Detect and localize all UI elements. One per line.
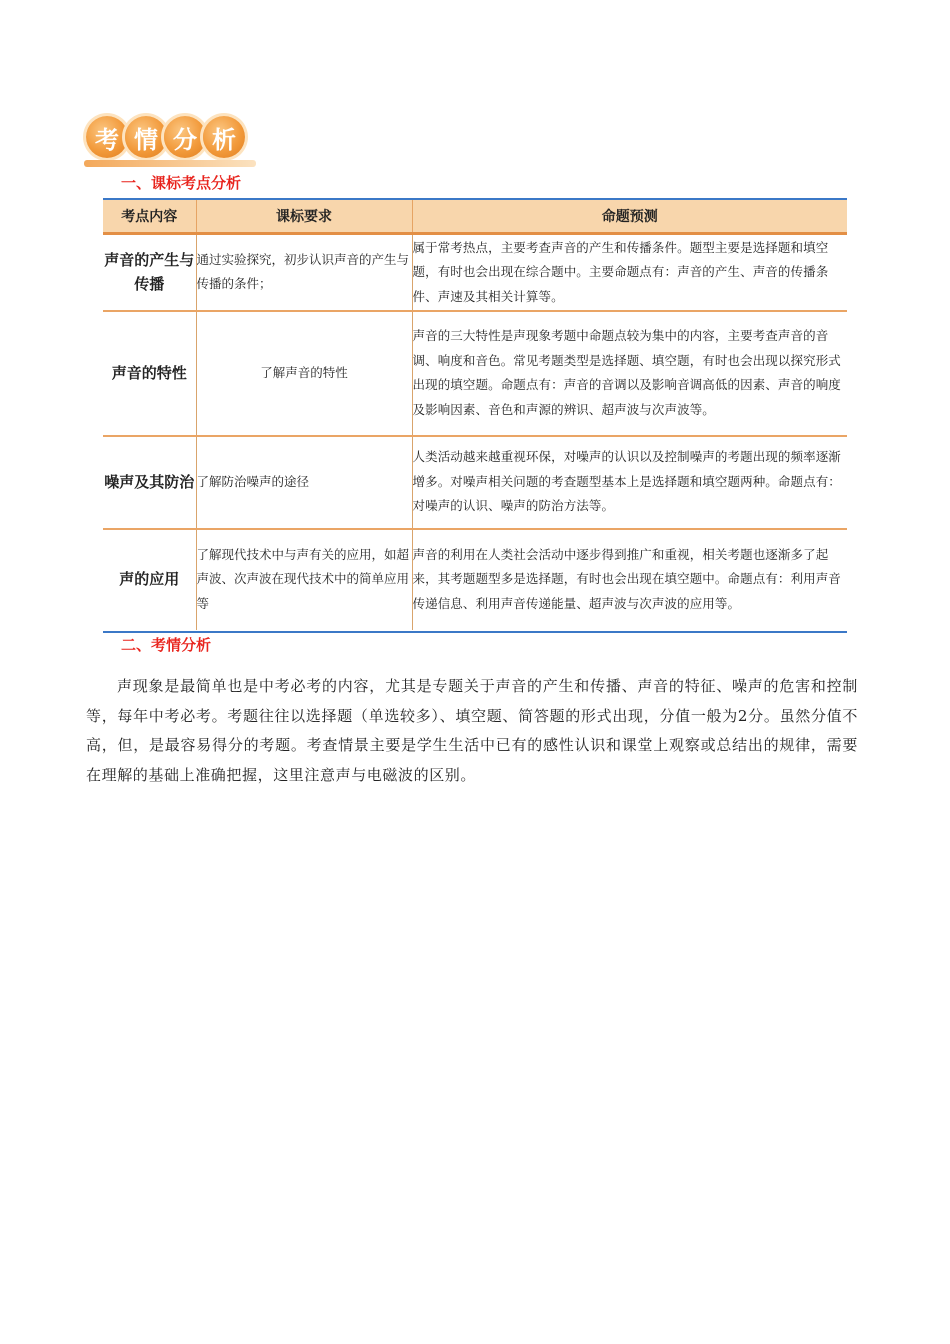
requirement-cell: 通过实验探究，初步认识声音的产生与传播的条件； (196, 234, 412, 311)
table-row (103, 311, 847, 436)
section-title-curriculum: 一、课标考点分析 (121, 174, 242, 192)
requirement-cell: 了解防治噪声的途径 (196, 436, 412, 529)
prediction-cell: 人类活动越来越重视环保，对噪声的认识以及控制噪声的考题出现的频率逐渐增多。对噪声相关问题的考查题型基本上是选择题和填空题两种。命题点有：对噪声的认识、噪声的防治方法等。 (412, 436, 847, 529)
section-banner (86, 114, 242, 160)
topic-cell: 噪声及其防治 (103, 436, 196, 529)
analysis-paragraph: 声现象是最简单也是中考必考的内容，尤其是专题关于声音的产生和传播、声音的特征、噪声的危害和控制等，每年中考必考。考题往往以选择题（单选较多）、填空题、简答题的形式出现，分值一般为2分。虽然分值不高，但，是最容易得分的考题。考查情景主要是学生生活中已有的感性认识和课堂上观察或总结出的规律，需要在理解的基础上准确把握，这里注意声与电磁波的区别。 (86, 677, 858, 784)
requirement-cell: 了解现代技术中与声有关的应用，如超声波、次声波在现代技术中的简单应用等 (196, 529, 412, 630)
banner-badge: 考 (86, 116, 128, 158)
table-row (103, 234, 847, 311)
table-header-row (103, 200, 847, 234)
table-row (103, 529, 847, 630)
section-divider (103, 631, 847, 633)
prediction-cell: 声音的利用在人类社会活动中逐步得到推广和重视，相关考题也逐渐多了起来，其考题题型多是选择题，有时也会出现在填空题中。命题点有：利用声音传递信息、利用声音传递能量、超声波与次声波的应用等。 (412, 529, 847, 630)
banner-badge: 析 (203, 116, 245, 158)
requirement-cell: 了解声音的特性 (196, 311, 412, 436)
banner-underline (84, 160, 256, 167)
topic-cell: 声音的特性 (103, 311, 196, 436)
column-header: 考点内容 (103, 200, 196, 234)
prediction-cell: 属于常考热点，主要考查声音的产生和传播条件。题型主要是选择题和填空题，有时也会出现在综合题中。主要命题点有：声音的产生、声音的传播条件、声速及其相关计算等。 (412, 234, 847, 311)
prediction-cell: 声音的三大特性是声现象考题中命题点较为集中的内容，主要考查声音的音调、响度和音色。常见考题类型是选择题、填空题，有时也会出现以探究形式出现的填空题。命题点有：声音的音调以及影响音调高低的因素、声音的响度及影响因素、音色和声源的辨识、超声波与次声波等。 (412, 311, 847, 436)
column-header: 命题预测 (412, 200, 847, 234)
table-row (103, 436, 847, 529)
topic-cell: 声音的产生与传播 (103, 234, 196, 311)
column-header: 课标要求 (196, 200, 412, 234)
topic-cell: 声的应用 (103, 529, 196, 630)
banner-badge: 分 (164, 116, 206, 158)
curriculum-table (103, 200, 847, 630)
section-title-analysis: 二、考情分析 (121, 636, 212, 654)
banner-badge: 情 (125, 116, 167, 158)
